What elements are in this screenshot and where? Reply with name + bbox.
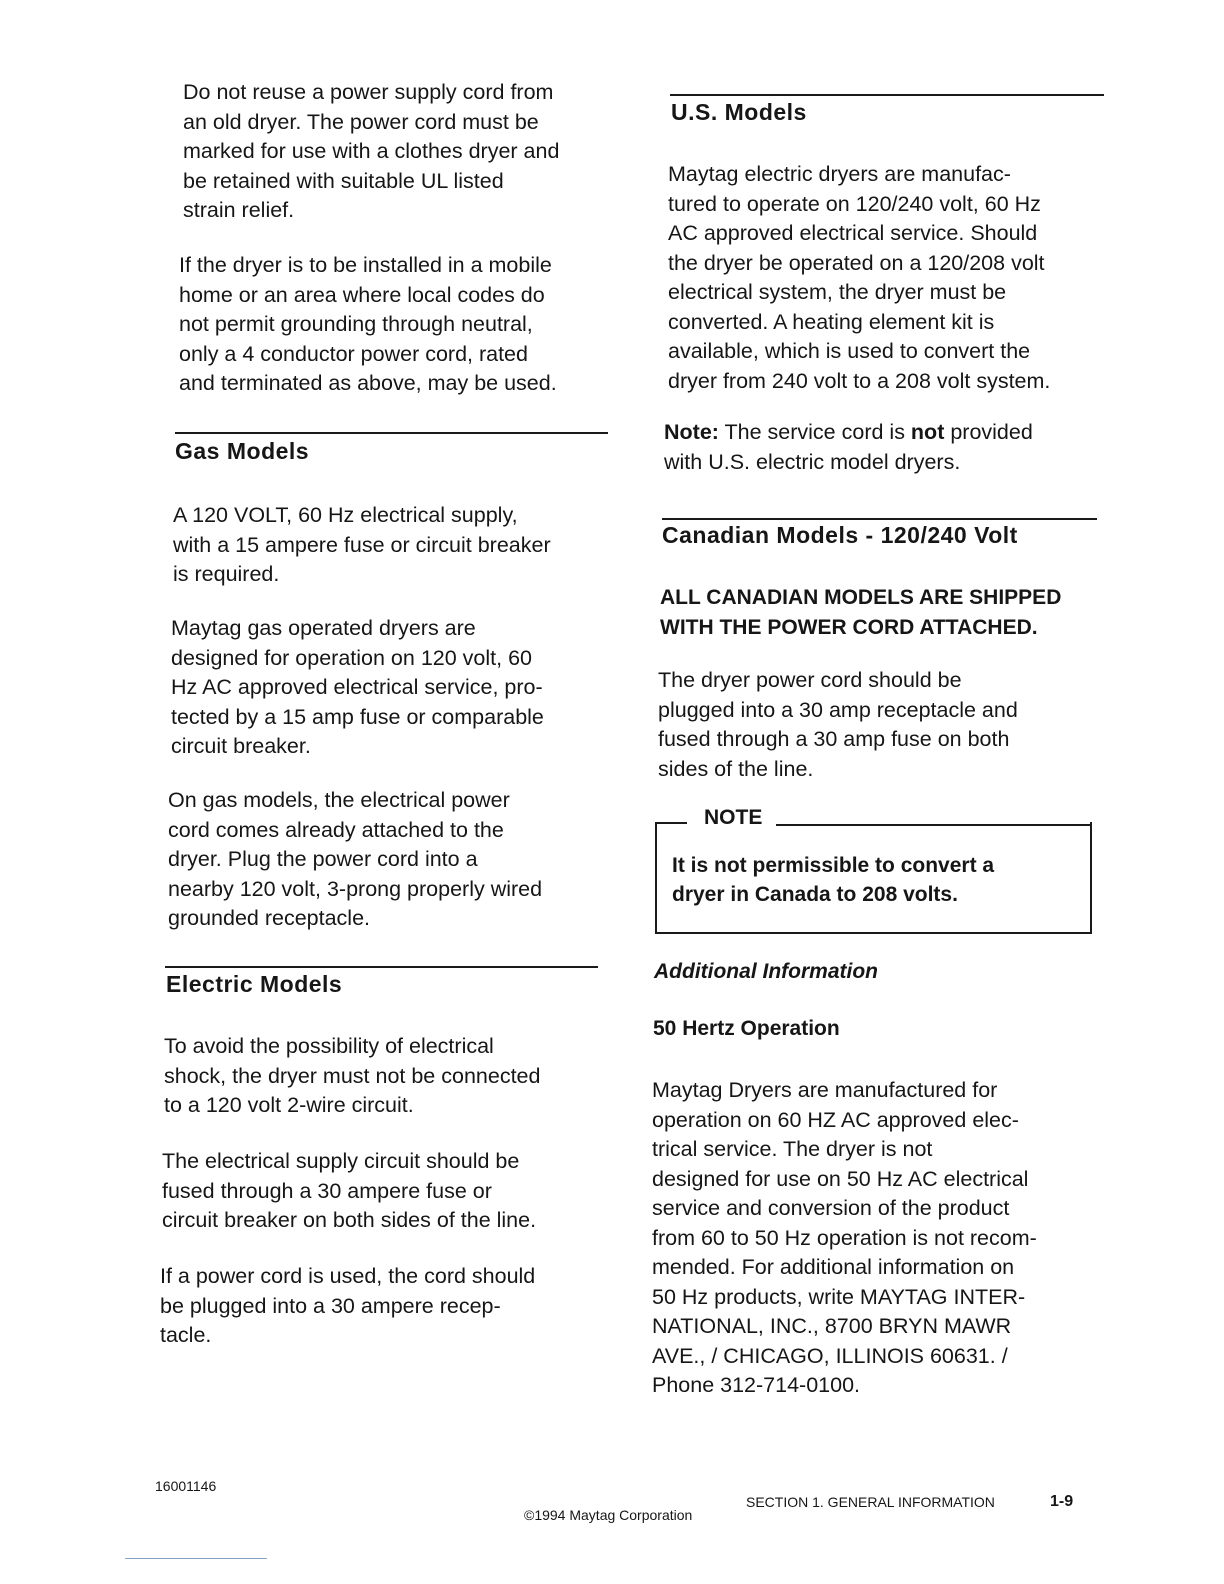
- gas-section-rule: [175, 432, 608, 434]
- us-section-rule: [670, 94, 1104, 96]
- electric-models-heading: Electric Models: [166, 971, 343, 997]
- electric-section-rule: [165, 966, 598, 968]
- section-label: SECTION 1. GENERAL INFORMATION: [746, 1494, 995, 1510]
- canadian-shipped-notice: ALL CANADIAN MODELS ARE SHIPPED WITH THE POWER CORD ATTACHED.: [660, 586, 1062, 639]
- additional-information-heading: Additional Information: [654, 960, 878, 983]
- mobile-home-paragraph: If the dryer is to be installed in a mobile home or an area where local codes do not permit grounding through neutral, only a 4 conductor power cord, rated and terminated as above, may be used.: [179, 253, 557, 395]
- fifty-hertz-paragraph: Maytag Dryers are manufactured for operation on 60 HZ AC approved elec- trical service. The dryer is not designed for use on 50 Hz AC electrical service and conversion of the product from 60 to 50 Hz operation is not recom- mended. For additional information on 50 Hz products, write MAYTAG INTER- NATIONAL, INC., 8700 BRYN MAWR AVE., / CHICAGO, ILLINOIS 60631. / Phone 312-714-0100.: [652, 1078, 1037, 1397]
- canadian-cord-paragraph: The dryer power cord should be plugged into a 30 amp receptacle and fused through a 30 amp fuse on both sides of the line.: [658, 668, 1018, 781]
- note-box-text: It is not permissible to convert a dryer in Canada to 208 volts.: [672, 854, 995, 906]
- note-box-top-rule-right: [776, 824, 1090, 826]
- copyright: ©1994 Maytag Corporation: [524, 1507, 693, 1523]
- bottom-edge-line: [125, 1558, 267, 1559]
- canadian-models-heading: Canadian Models - 120/240 Volt: [662, 522, 1018, 548]
- electric-cord-paragraph: If a power cord is used, the cord should be plugged into a 30 ampere recep- tacle.: [160, 1264, 536, 1347]
- canadian-section-rule: [662, 518, 1097, 520]
- gas-supply-paragraph: A 120 VOLT, 60 Hz electrical supply, with a 15 ampere fuse or circuit breaker is required.: [173, 503, 551, 586]
- gas-models-heading: Gas Models: [175, 438, 310, 464]
- electric-shock-paragraph: To avoid the possibility of electrical shock, the dryer must not be connected to a 120 volt 2-wire circuit.: [164, 1034, 541, 1117]
- page-number: 1-9: [1050, 1493, 1074, 1510]
- fifty-hertz-heading: 50 Hertz Operation: [653, 1017, 840, 1040]
- note-box-top-rule-left: [655, 822, 687, 824]
- note-label: NOTE: [704, 806, 763, 829]
- gas-operation-paragraph: Maytag gas operated dryers are designed for operation on 120 volt, 60 Hz AC approved electrical service, pro- tected by a 15 amp fuse or comparable circuit breaker.: [171, 616, 544, 758]
- gas-cord-paragraph: On gas models, the electrical power cord comes already attached to the dryer. Plug the power cord into a nearby 120 volt, 3-prong properly wired grounded receptacle.: [168, 788, 543, 930]
- service-cord-note: Note: The service cord is not provided with U.S. electric model dryers.: [664, 420, 1033, 474]
- electric-supply-paragraph: The electrical supply circuit should be fused through a 30 ampere fuse or circuit breaker on both sides of the line.: [162, 1149, 537, 1232]
- us-models-heading: U.S. Models: [671, 99, 807, 125]
- power-cord-paragraph: Do not reuse a power supply cord from an old dryer. The power cord must be marked for use with a clothes dryer and be retained with suitable UL listed strain relief.: [183, 80, 560, 222]
- us-models-paragraph: Maytag electric dryers are manufac- tured to operate on 120/240 volt, 60 Hz AC approved electrical service. Should the dryer be operated on a 120/208 volt electrical system, the dryer must be converted. A heating element kit is available, which is used to convert the dryer from 240 volt to a 208 volt system.: [668, 162, 1051, 393]
- document-number: 16001146: [155, 1478, 217, 1494]
